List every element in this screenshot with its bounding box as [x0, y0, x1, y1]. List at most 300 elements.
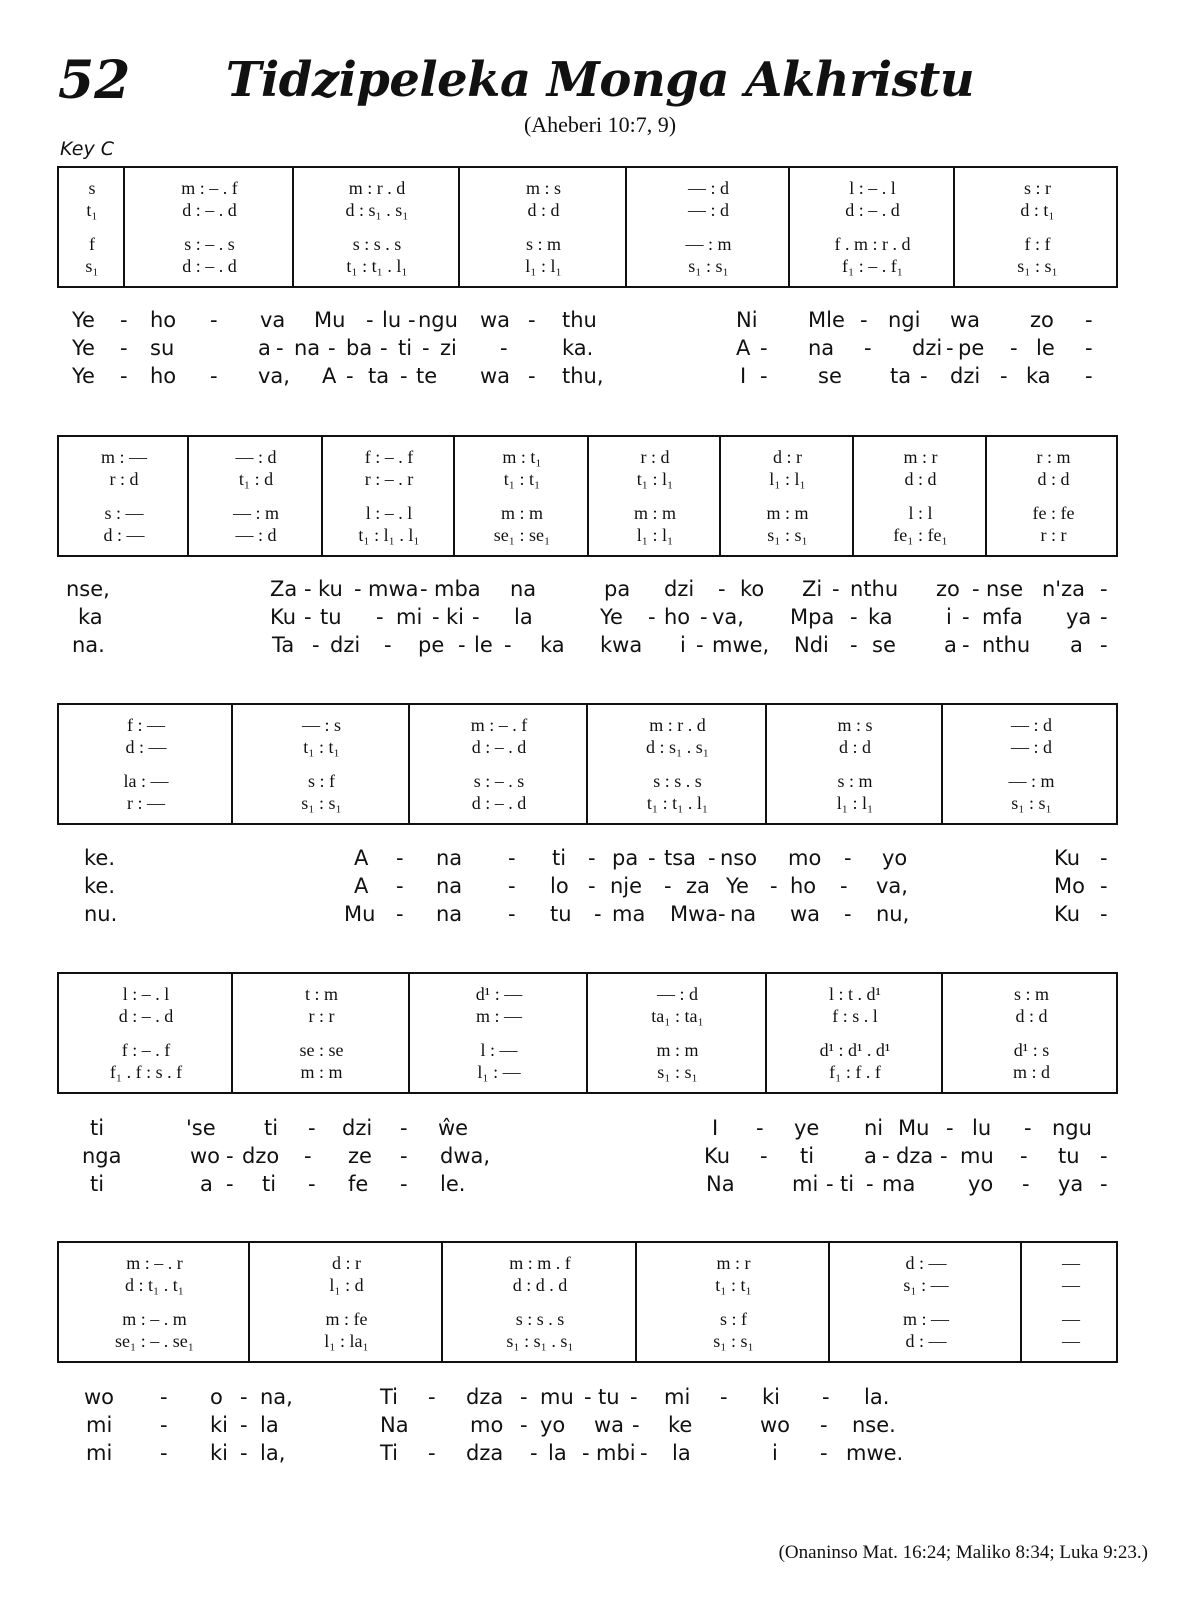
lyric-syllable: ye: [794, 1116, 820, 1140]
lyric-syllable: Ti: [380, 1385, 399, 1409]
lyric-syllable: su: [150, 336, 175, 360]
solfa-cell: s : r: [1024, 178, 1051, 198]
solfa-cell: f₁ : f . f: [829, 1062, 881, 1082]
lyric-syllable: dza: [896, 1144, 934, 1168]
lyric-syllable: -: [946, 1116, 954, 1140]
lyric-syllable: dzi: [912, 336, 943, 360]
lyric-syllable: -: [396, 874, 404, 898]
lyric-syllable: -: [850, 633, 858, 657]
lyric-syllable: -: [760, 336, 768, 360]
lyric-syllable: ba: [346, 336, 373, 360]
lyric-syllable: Ti: [380, 1441, 399, 1465]
lyric-syllable: kwa: [600, 633, 643, 657]
lyric-syllable: -: [844, 846, 852, 870]
lyric-syllable: -: [120, 336, 128, 360]
lyric-syllable: va,: [876, 874, 908, 898]
solfa-cell: s₁ : —: [903, 1275, 949, 1295]
solfa-cell: m : m: [656, 1040, 699, 1060]
lyric-syllable: -: [120, 364, 128, 388]
lyric-syllable: -: [160, 1413, 168, 1437]
lyric-syllable: la: [548, 1441, 567, 1465]
lyric-syllable: -: [756, 1116, 764, 1140]
solfa-cell: r : r: [308, 1006, 335, 1026]
solfa-cell: m : d: [1012, 1062, 1050, 1082]
lyric-syllable: la,: [260, 1441, 286, 1465]
lyric-syllable: -: [972, 577, 980, 601]
lyric-syllable: na: [730, 902, 757, 926]
solfa-cell: m : r: [716, 1253, 751, 1273]
solfa-cell: se₁ : se₁: [493, 525, 551, 545]
solfa-cell: m : s: [525, 178, 561, 198]
lyric-syllable: -: [866, 1172, 874, 1196]
lyric-syllable: ho: [790, 874, 817, 898]
solfa-cell: — : d: [1010, 737, 1052, 757]
solfa-cell: d : – . d: [182, 200, 237, 220]
lyric-syllable: -: [648, 846, 656, 870]
lyric-syllable: -: [770, 874, 778, 898]
lyric-syllable: Mwa: [670, 902, 719, 926]
lyric-syllable: nse: [986, 577, 1024, 601]
solfa-cell: m : m: [633, 503, 676, 523]
lyric-syllable: Ye: [72, 336, 95, 360]
lyric-syllable: lu: [972, 1116, 992, 1140]
solfa-cell: r : – . r: [364, 469, 414, 489]
lyric-syllable: a: [1070, 633, 1083, 657]
lyric-syllable: Mu: [898, 1116, 930, 1140]
lyric-syllable: -: [240, 1441, 248, 1465]
lyric-syllable: -: [820, 1441, 828, 1465]
lyric-syllable: -: [594, 902, 602, 926]
lyric-syllable: -: [696, 633, 704, 657]
solfa-cell: l₁ : l₁: [636, 525, 674, 545]
solfa-cell: l₁ : d: [329, 1275, 364, 1295]
solfa-cell: m : – . r: [126, 1253, 183, 1273]
solfa-cell: — : d: [1010, 715, 1052, 735]
lyric-syllable: lo: [550, 874, 569, 898]
solfa-cell: —: [1062, 1275, 1080, 1295]
lyric-syllable: -: [584, 1385, 592, 1409]
solfa-staff-4: [57, 972, 1118, 1094]
solfa-cell: — : d: [656, 984, 698, 1004]
lyric-syllable: -: [400, 1172, 408, 1196]
lyric-syllable: -: [630, 1385, 638, 1409]
lyric-syllable: dza: [466, 1385, 504, 1409]
lyric-syllable: nthu: [982, 633, 1031, 657]
lyric-syllable: -: [1085, 364, 1093, 388]
lyric-syllable: Ta: [272, 633, 295, 657]
lyric-syllable: -: [376, 605, 384, 629]
lyric-syllable: na: [436, 902, 463, 926]
solfa-cell: f : – . f: [121, 1040, 171, 1060]
lyric-syllable: -: [1024, 1116, 1032, 1140]
solfa-cell: m : t₁: [502, 447, 542, 467]
lyric-syllable: -: [1000, 364, 1008, 388]
lyric-syllable: ŵe: [438, 1116, 469, 1140]
lyric-syllable: ko: [740, 577, 765, 601]
lyric-syllable: ho: [664, 605, 691, 629]
lyric-syllable: -: [500, 336, 508, 360]
lyric-syllable: ka: [540, 633, 565, 657]
lyric-syllable: nje: [610, 874, 643, 898]
lyric-syllable: -: [504, 633, 512, 657]
lyric-syllable: Zi: [802, 577, 823, 601]
solfa-cell: d : d: [1015, 1006, 1048, 1026]
solfa-cell: m : – . f: [470, 715, 528, 735]
solfa-cell: m : fe: [325, 1309, 368, 1329]
solfa-cell: d¹ : s: [1013, 1040, 1050, 1060]
lyric-syllable: ngu: [418, 308, 458, 332]
lyric-syllable: ho: [150, 308, 177, 332]
lyric-syllable: -: [458, 633, 466, 657]
solfa-cell: l : t . d¹: [829, 984, 881, 1004]
lyric-syllable: n'za: [1042, 577, 1085, 601]
lyric-syllable: ke.: [84, 874, 116, 898]
solfa-cell: m : —: [100, 447, 147, 467]
solfa-staff-5: [57, 1241, 1118, 1363]
lyric-syllable: ka: [78, 605, 103, 629]
lyric-syllable: pa: [604, 577, 631, 601]
lyric-syllable: -: [588, 846, 596, 870]
lyric-syllable: tu: [320, 605, 342, 629]
lyric-syllable: Mle: [808, 308, 845, 332]
lyric-syllable: A: [736, 336, 751, 360]
solfa-cell: t₁ : t₁ . l₁: [346, 256, 408, 276]
lyric-syllable: -: [528, 364, 536, 388]
lyric-syllable: mwa: [368, 577, 419, 601]
solfa-staff-2: [57, 435, 1118, 557]
lyric-syllable: dwa,: [440, 1144, 491, 1168]
solfa-cell: m : – . m: [122, 1309, 187, 1329]
lyric-syllable: ki: [210, 1441, 228, 1465]
lyric-syllable: -: [428, 1441, 436, 1465]
lyric-syllable: 'se: [186, 1116, 216, 1140]
solfa-cell: d : t₁: [1020, 200, 1055, 220]
lyric-syllable: ka: [1026, 364, 1051, 388]
lyric-syllable: -: [640, 1441, 648, 1465]
lyric-syllable: -: [760, 364, 768, 388]
lyric-syllable: -: [520, 1413, 528, 1437]
lyric-syllable: mo: [470, 1413, 504, 1437]
solfa-cell: m : – . f: [181, 178, 238, 198]
scripture-reference: (Aheberi 10:7, 9): [523, 112, 677, 137]
lyric-syllable: -: [700, 605, 708, 629]
lyric-syllable: -: [422, 336, 430, 360]
lyric-syllable: -: [366, 308, 374, 332]
lyric-syllable: lu: [382, 308, 402, 332]
solfa-cell: r : m: [1036, 447, 1071, 467]
lyric-syllable: -: [276, 336, 284, 360]
lyric-syllable: -: [308, 1116, 316, 1140]
lyric-syllable: ma: [612, 902, 646, 926]
lyric-syllable: -: [210, 364, 218, 388]
solfa-cell: t₁ : d: [238, 469, 274, 489]
solfa-cell: s₁ : s₁: [713, 1331, 754, 1351]
lyric-syllable: mo: [788, 846, 822, 870]
solfa-cell: l : l: [908, 503, 933, 523]
lyric-syllable: -: [380, 336, 388, 360]
footnote-references: (Onaninso Mat. 16:24; Maliko 8:34; Luka 9:23.): [778, 1542, 1148, 1563]
lyric-syllable: -: [396, 846, 404, 870]
lyric-syllable: -: [528, 308, 536, 332]
lyric-syllable: Ye: [72, 364, 95, 388]
lyric-syllable: -: [432, 605, 440, 629]
lyric-syllable: fe: [348, 1172, 369, 1196]
solfa-cell: d : —: [103, 525, 145, 545]
lyric-syllable: ke.: [84, 846, 116, 870]
lyric-syllable: -: [844, 902, 852, 926]
lyric-syllable: -: [1085, 336, 1093, 360]
solfa-cell: m : m . f: [509, 1253, 571, 1273]
lyric-syllable: ti: [264, 1116, 279, 1140]
solfa-cell: f : – . f: [364, 447, 414, 467]
solfa-cell: s₁ : s₁: [767, 525, 808, 545]
lyric-syllable: yo: [968, 1172, 994, 1196]
solfa-cell: s₁ : s₁: [1011, 793, 1052, 813]
lyric-syllable: Ndi: [794, 633, 829, 657]
lyric-syllable: mi: [664, 1385, 691, 1409]
lyric-syllable: -: [354, 577, 362, 601]
lyric-syllable: ti: [90, 1172, 105, 1196]
lyric-syllable: yo: [540, 1413, 566, 1437]
solfa-cell: s : s . s: [653, 771, 702, 791]
lyric-syllable: ki: [210, 1413, 228, 1437]
key-signature: Key C: [60, 138, 115, 160]
solfa-cell: l₁ : l₁: [525, 256, 562, 276]
solfa-cell: d : – . d: [118, 1006, 174, 1026]
lyric-syllable: -: [832, 577, 840, 601]
solfa-cell: s₁ : s₁: [657, 1062, 698, 1082]
lyric-syllable: -: [308, 1172, 316, 1196]
lyric-syllable: -: [648, 605, 656, 629]
solfa-cell: d : r: [332, 1253, 361, 1273]
lyric-syllable: ti: [398, 336, 413, 360]
lyric-syllable: Mu: [344, 902, 376, 926]
lyric-syllable: mbi: [596, 1441, 636, 1465]
solfa-cell: t₁ : l₁: [636, 469, 674, 489]
solfa-cell: s : m: [1013, 984, 1049, 1004]
lyric-syllable: ho: [150, 364, 177, 388]
solfa-cell: r : —: [127, 793, 165, 813]
lyric-syllable: -: [1100, 902, 1108, 926]
lyric-syllable: nthu: [850, 577, 899, 601]
lyric-syllable: -: [822, 1385, 830, 1409]
lyric-syllable: dzo: [242, 1144, 280, 1168]
lyric-syllable: -: [226, 1144, 234, 1168]
lyric-syllable: -: [1085, 308, 1093, 332]
lyric-syllable: o: [210, 1385, 223, 1409]
lyric-syllable: ta: [890, 364, 912, 388]
lyric-syllable: na: [294, 336, 321, 360]
lyric-syllable: Mpa: [790, 605, 835, 629]
lyric-syllable: dzi: [664, 577, 695, 601]
solfa-cell: m : r . d: [348, 178, 406, 198]
solfa-cell: t₁ : t₁: [503, 469, 541, 489]
solfa-cell: d : d: [1037, 469, 1070, 489]
lyric-syllable: a: [200, 1172, 213, 1196]
lyric-syllable: -: [312, 633, 320, 657]
lyric-syllable: -: [400, 364, 408, 388]
lyric-syllable: na: [436, 874, 463, 898]
lyric-syllable: wa: [790, 902, 821, 926]
solfa-cell: d : t₁ . t₁: [124, 1275, 185, 1295]
lyric-syllable: -: [160, 1385, 168, 1409]
solfa-cell: d : – . d: [845, 200, 900, 220]
solfa-cell: d¹ : —: [475, 984, 523, 1004]
lyric-syllable: nse.: [852, 1413, 896, 1437]
lyric-syllable: -: [708, 846, 716, 870]
lyric-syllable: tu: [1058, 1144, 1080, 1168]
lyric-syllable: ka.: [562, 336, 594, 360]
solfa-cell: s : s . s: [352, 234, 402, 254]
solfa-cell: m : r: [903, 447, 938, 467]
lyric-syllable: -: [304, 605, 312, 629]
lyric-syllable: wa: [480, 308, 511, 332]
solfa-cell: t₁ : t₁: [715, 1275, 752, 1295]
solfa-cell: — : m: [232, 503, 279, 523]
lyric-syllable: wo: [760, 1413, 791, 1437]
lyric-syllable: ze: [348, 1144, 372, 1168]
lyric-syllable: ti: [800, 1144, 815, 1168]
lyric-syllable: ma: [882, 1172, 916, 1196]
lyric-syllable: mba: [434, 577, 481, 601]
solfa-cell: f : f: [1024, 234, 1051, 254]
lyric-syllable: wa: [480, 364, 511, 388]
solfa-cell: f . m : r . d: [834, 234, 911, 254]
lyric-syllable: nse,: [66, 577, 110, 601]
lyric-syllable: -: [826, 1172, 834, 1196]
lyric-syllable: tsa: [664, 846, 697, 870]
lyric-syllable: mwe,: [712, 633, 770, 657]
solfa-cell: — : s: [301, 715, 341, 735]
lyric-syllable: -: [840, 874, 848, 898]
lyric-syllable: na: [808, 336, 835, 360]
solfa-cell: — : d: [235, 447, 277, 467]
lyric-syllable: i: [946, 605, 952, 629]
solfa-cell: t : m: [304, 984, 338, 1004]
solfa-cell: m : r . d: [649, 715, 706, 735]
lyric-syllable: ki: [446, 605, 464, 629]
lyric-syllable: -: [304, 1144, 312, 1168]
lyric-syllable: -: [400, 1116, 408, 1140]
lyric-syllable: Ku: [1054, 846, 1081, 870]
lyric-syllable: mwe.: [846, 1441, 904, 1465]
solfa-staff-3: [57, 703, 1118, 825]
lyric-syllable: -: [428, 1385, 436, 1409]
lyric-syllable: la: [260, 1413, 279, 1437]
lyric-syllable: dza: [466, 1441, 504, 1465]
solfa-cell: s₁ : s₁: [1017, 256, 1058, 276]
lyric-syllable: -: [940, 1144, 948, 1168]
solfa-cell: d : s₁ . s₁: [645, 737, 710, 757]
lyric-syllable: -: [210, 308, 218, 332]
lyric-syllable: -: [1022, 1172, 1030, 1196]
lyric-syllable: -: [1100, 846, 1108, 870]
lyric-syllable: -: [328, 336, 336, 360]
solfa-cell: d : —: [905, 1331, 947, 1351]
lyric-syllable: thu,: [562, 364, 604, 388]
lyric-syllable: zi: [440, 336, 457, 360]
solfa-cell: r : d: [640, 447, 670, 467]
solfa-cell: m : s: [837, 715, 873, 735]
lyric-syllable: Ni: [736, 308, 758, 332]
lyric-syllable: -: [760, 1144, 768, 1168]
lyric-syllable: A: [354, 874, 369, 898]
solfa-cell: d : – . d: [471, 793, 527, 813]
lyric-syllable: -: [1100, 1144, 1108, 1168]
lyric-syllable: -: [820, 1413, 828, 1437]
lyric-syllable: ti: [552, 846, 567, 870]
lyric-syllable: -: [718, 577, 726, 601]
lyric-syllable: mi: [792, 1172, 819, 1196]
solfa-cell: s₁: [85, 256, 99, 276]
lyric-syllable: I: [740, 364, 747, 388]
lyric-syllable: -: [240, 1413, 248, 1437]
lyric-syllable: Mu: [314, 308, 346, 332]
solfa-cell: s₁ : s₁: [301, 793, 342, 813]
solfa-cell: l₁ : l₁: [836, 793, 874, 813]
solfa-cell: s : s . s: [515, 1309, 565, 1329]
lyric-syllable: -: [582, 1441, 590, 1465]
lyric-syllable: Ku: [704, 1144, 731, 1168]
solfa-cell: l₁ : la₁: [324, 1331, 369, 1351]
solfa-cell: r : d: [109, 469, 139, 489]
lyric-syllable: i: [772, 1441, 778, 1465]
lyric-syllable: dzi: [342, 1116, 373, 1140]
solfa-cell: d : r: [773, 447, 802, 467]
lyric-syllable: pa: [612, 846, 639, 870]
lyric-syllable: -: [720, 1385, 728, 1409]
lyric-syllable: -: [530, 1441, 538, 1465]
lyric-syllable: -: [1020, 1144, 1028, 1168]
lyric-syllable: ka: [868, 605, 893, 629]
solfa-cell: d : —: [905, 1253, 947, 1273]
lyric-syllable: -: [304, 577, 312, 601]
lyric-syllable: -: [346, 364, 354, 388]
solfa-cell: —: [1062, 1331, 1080, 1351]
solfa-cell: —: [1062, 1309, 1080, 1329]
solfa-cell: t₁ : l₁ . l₁: [358, 525, 420, 545]
hymn-title: Tidzipeleka Monga Akhristu: [225, 52, 975, 108]
solfa-cell: s : f: [308, 771, 335, 791]
lyric-syllable: -: [508, 846, 516, 870]
lyric-syllable: I: [712, 1116, 719, 1140]
solfa-cell: f₁ : – . f₁: [841, 256, 904, 276]
lyric-syllable: tu: [550, 902, 572, 926]
solfa-cell: m : m: [500, 503, 543, 523]
solfa-cell: — : d: [687, 178, 729, 198]
lyric-syllable: -: [520, 1385, 528, 1409]
lyric-syllable: se: [818, 364, 842, 388]
lyric-syllable: la: [514, 605, 533, 629]
lyric-syllable: te: [416, 364, 438, 388]
solfa-cell: d : s₁ . s₁: [345, 200, 409, 220]
lyric-syllable: -: [1100, 577, 1108, 601]
lyric-syllable: -: [400, 1144, 408, 1168]
solfa-cell: l : – . l: [122, 984, 170, 1004]
lyric-syllable: la: [672, 1441, 691, 1465]
lyric-syllable: ti: [90, 1116, 105, 1140]
lyric-syllable: va,: [258, 364, 290, 388]
lyric-syllable: ngu: [1052, 1116, 1092, 1140]
lyric-syllable: mi: [396, 605, 423, 629]
lyric-syllable: -: [508, 874, 516, 898]
lyric-syllable: wa: [594, 1413, 625, 1437]
lyric-syllable: zo: [1030, 308, 1054, 332]
solfa-cell: s : m: [837, 771, 873, 791]
lyric-syllable: mi: [86, 1441, 113, 1465]
lyric-syllable: mfa: [982, 605, 1023, 629]
lyric-syllable: pe: [958, 336, 985, 360]
